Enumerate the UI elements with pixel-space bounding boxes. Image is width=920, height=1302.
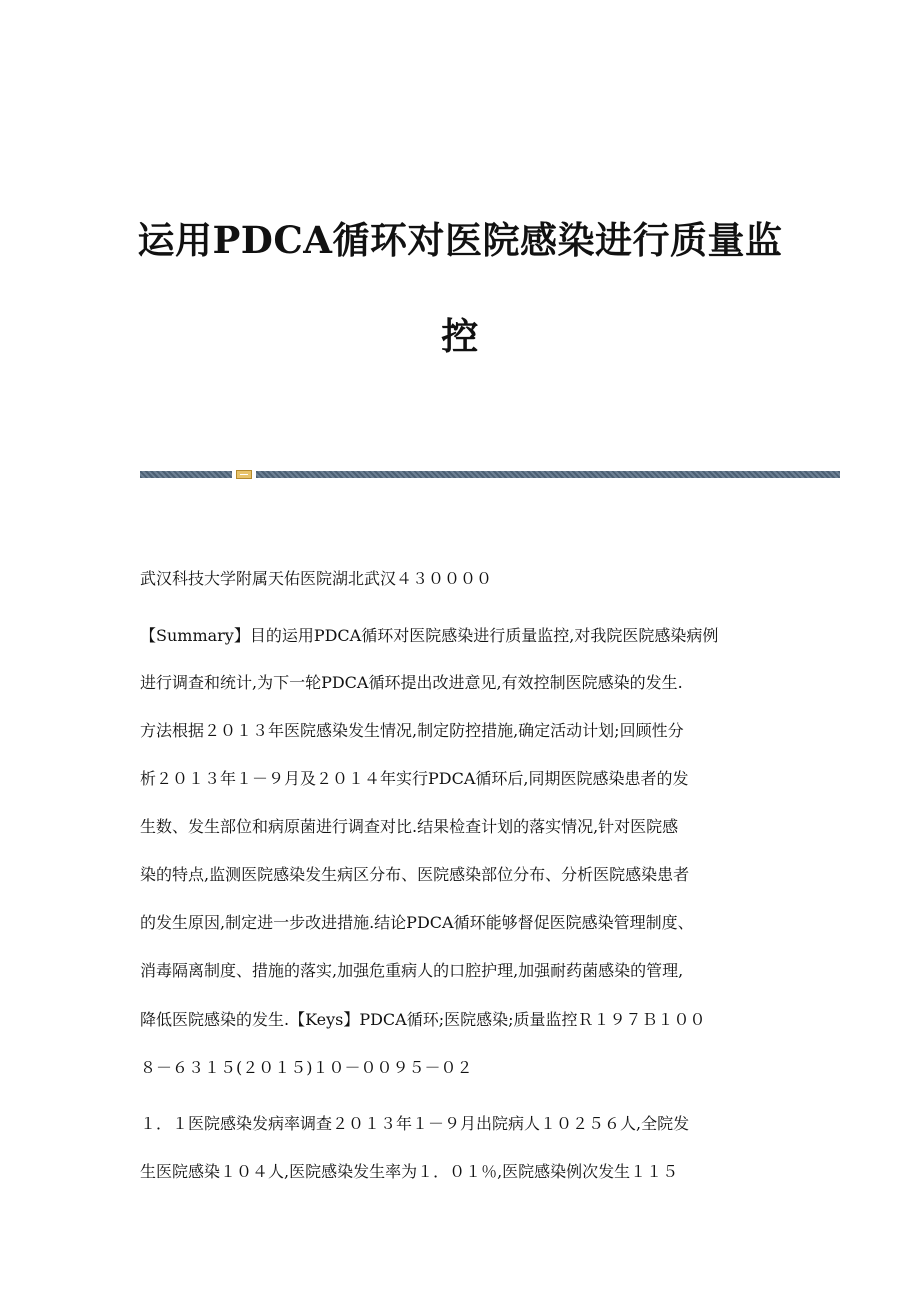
summary-line: 生数、发生部位和病原菌进行调查对比.结果检查计划的落实情况,针对医院感 — [140, 817, 679, 836]
title-divider — [140, 470, 840, 479]
summary-line: 析２０１３年１－９月及２０１４年实行PDCA循环后,同期医院感染患者的发 — [140, 769, 689, 788]
summary-line: 染的特点,监测医院感染发生病区分布、医院感染部位分布、分析医院感染患者 — [140, 865, 690, 884]
section-line: 生医院感染１０４人,医院感染发生率为１．０１％,医院感染例次发生１１５ — [140, 1162, 679, 1181]
summary-line: 进行调查和统计,为下一轮PDCA循环提出改进意见,有效控制医院感染的发生. — [140, 673, 683, 692]
divider-bar-right — [256, 471, 840, 478]
summary-line: 的发生原因,制定进一步改进措施.结论PDCA循环能够督促医院感染管理制度、 — [140, 913, 694, 932]
summary-line: 降低医院感染的发生.【Keys】PDCA循环;医院感染;质量监控Ｒ１９７Ｂ１００ — [140, 1010, 706, 1029]
summary-line: 消毒隔离制度、措施的落实,加强危重病人的口腔护理,加强耐药菌感染的管理, — [140, 961, 684, 980]
summary-line: ８－６３１５(２０１５)１０－００９５－０２ — [140, 1058, 473, 1077]
document-title-line-1: 运用PDCA循环对医院感染进行质量监 — [137, 218, 783, 262]
summary-line: 【Summary】目的运用PDCA循环对医院感染进行质量监控,对我院医院感染病例 — [140, 626, 719, 645]
section-line: １．１医院感染发病率调查２０１３年１－９月出院病人１０２５６人,全院发 — [140, 1114, 690, 1133]
affiliation: 武汉科技大学附属天佑医院湖北武汉４３００００ — [140, 569, 493, 588]
summary-line: 方法根据２０１３年医院感染发生情况,制定防控措施,确定活动计划;回顾性分 — [140, 721, 684, 740]
document-title-line-2: 控 — [441, 314, 479, 358]
divider-bar-left — [140, 471, 232, 478]
divider-ornament-icon — [236, 470, 252, 479]
